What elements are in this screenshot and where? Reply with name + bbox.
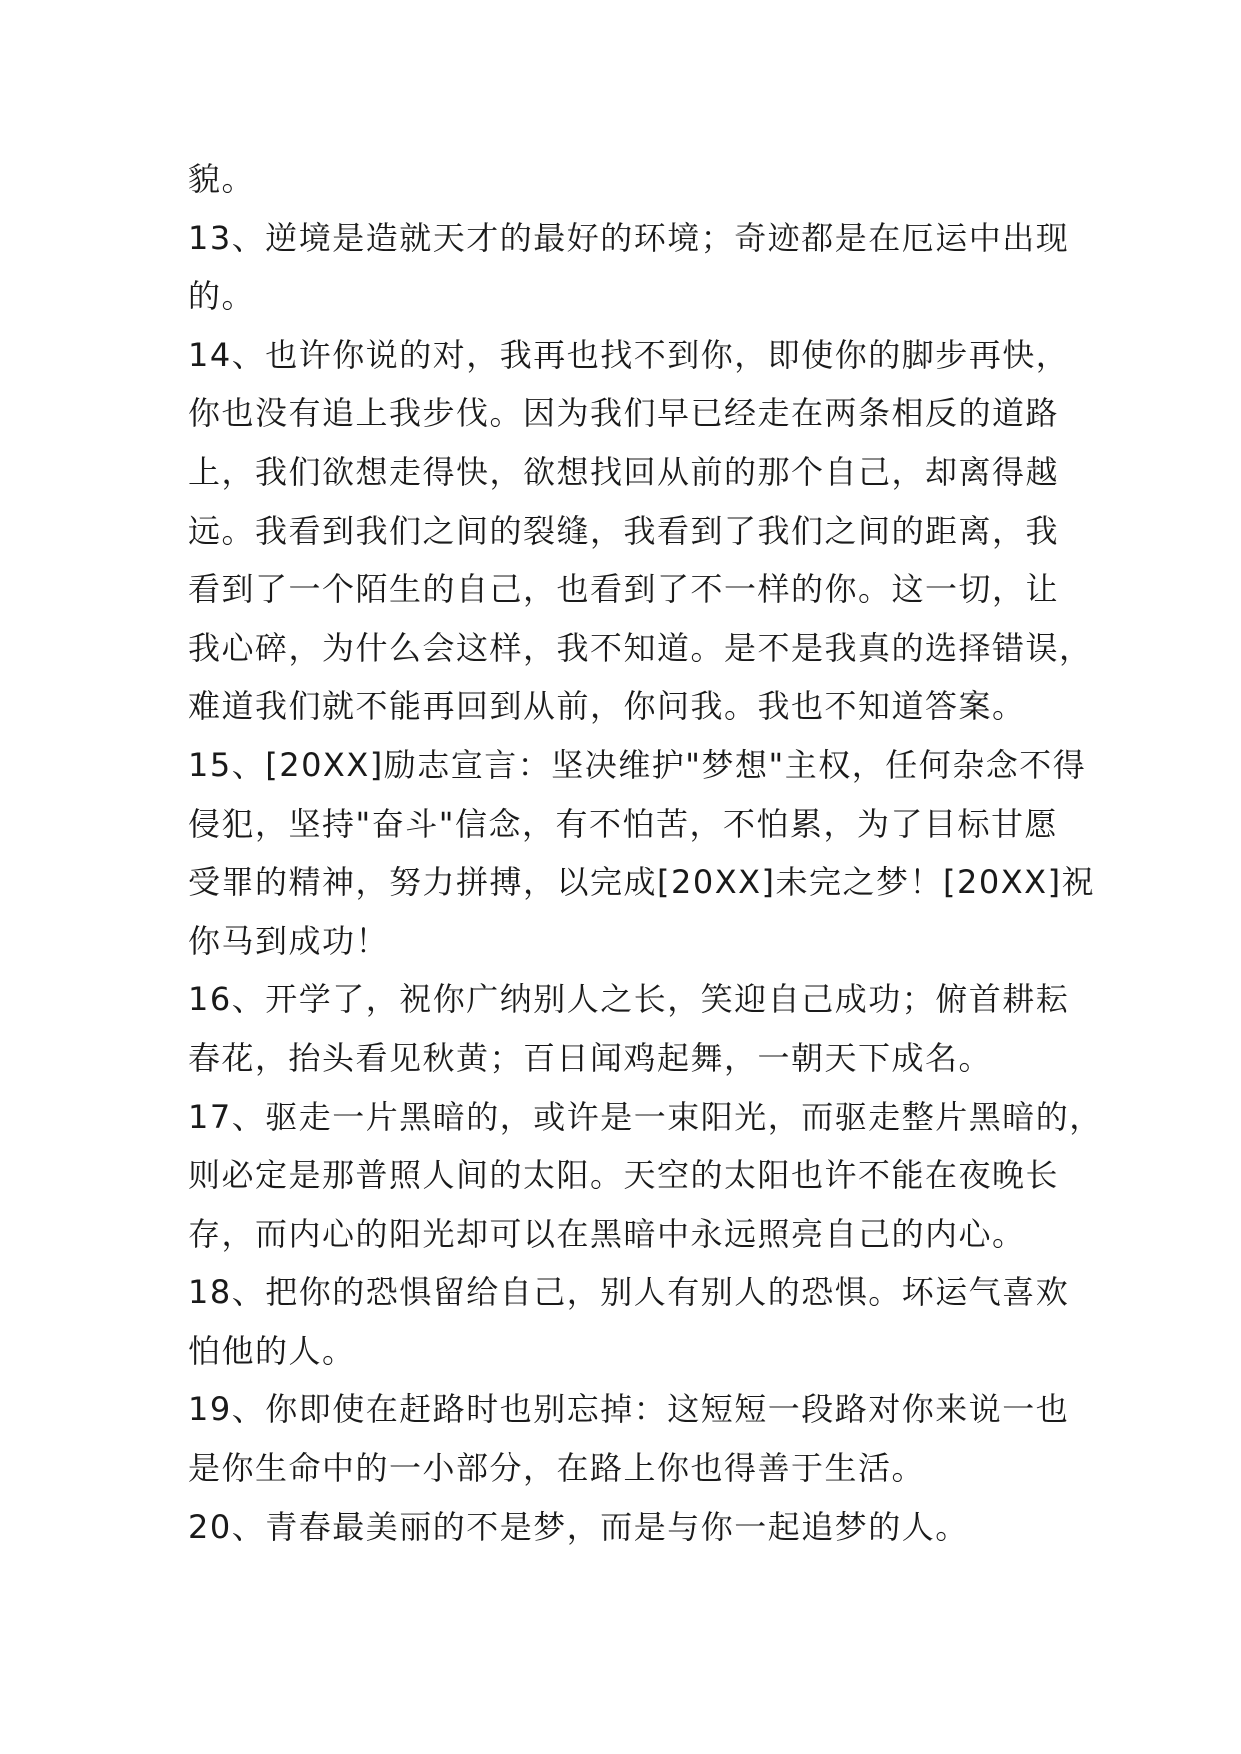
text-line: 20、青春最美丽的不是梦，而是与你一起追梦的人。 — [188, 1507, 969, 1546]
text-line: 春花，抬头看见秋黄；百日闻鸡起舞，一朝天下成名。 — [188, 1038, 993, 1077]
text-line: 貌。 — [188, 160, 256, 198]
text-line: 15、[20XX]励志宣言：坚决维护"梦想"主权，任何杂念不得 — [188, 745, 1087, 784]
text-line: 侵犯，坚持"奋斗"信念，有不怕苦，不怕累，为了目标甘愿 — [188, 804, 1058, 843]
text-line: 的。 — [188, 277, 256, 316]
text-line: 13、逆境是造就天才的最好的环境；奇迹都是在厄运中出现 — [188, 218, 1070, 257]
document-body — [188, 150, 1103, 1556]
text-line: 存，而内心的阳光却可以在黑暗中永远照亮自己的内心。 — [188, 1214, 1026, 1253]
text-line: 你马到成功！ — [188, 921, 390, 960]
text-line: 则必定是那普照人间的太阳。天空的太阳也许不能在夜晚长 — [188, 1156, 1060, 1195]
text-line: 怕他的人。 — [188, 1331, 356, 1370]
text-line: 难道我们就不能再回到从前，你问我。我也不知道答案。 — [188, 687, 1026, 726]
text-line: 我心碎，为什么会这样，我不知道。是不是我真的选择错误， — [188, 628, 1093, 667]
text-line: 是你生命中的一小部分，在路上你也得善于生活。 — [188, 1449, 926, 1488]
text-line: 你也没有追上我步伐。因为我们早已经走在两条相反的道路 — [188, 394, 1060, 433]
text-line: 17、驱走一片黑暗的，或许是一束阳光，而驱走整片黑暗的， — [188, 1097, 1103, 1136]
text-line: 看到了一个陌生的自己，也看到了不一样的你。这一切，让 — [188, 570, 1060, 609]
text-line: 18、把你的恐惧留给自己，别人有别人的恐惧。坏运气喜欢 — [188, 1273, 1070, 1312]
text-line: 16、开学了，祝你广纳别人之长，笑迎自己成功；俯首耕耘 — [188, 980, 1070, 1019]
text-line: 14、也许你说的对，我再也找不到你，即使你的脚步再快， — [188, 335, 1070, 374]
text-line: 受罪的精神，努力拼搏，以完成[20XX]未完之梦！[20XX]祝 — [188, 863, 1096, 902]
text-line: 远。我看到我们之间的裂缝，我看到了我们之间的距离，我 — [188, 511, 1060, 550]
text-line: 上，我们欲想走得快，欲想找回从前的那个自己，却离得越 — [188, 452, 1060, 491]
text-line: 19、你即使在赶路时也别忘掉：这短短一段路对你来说一也 — [188, 1390, 1070, 1429]
